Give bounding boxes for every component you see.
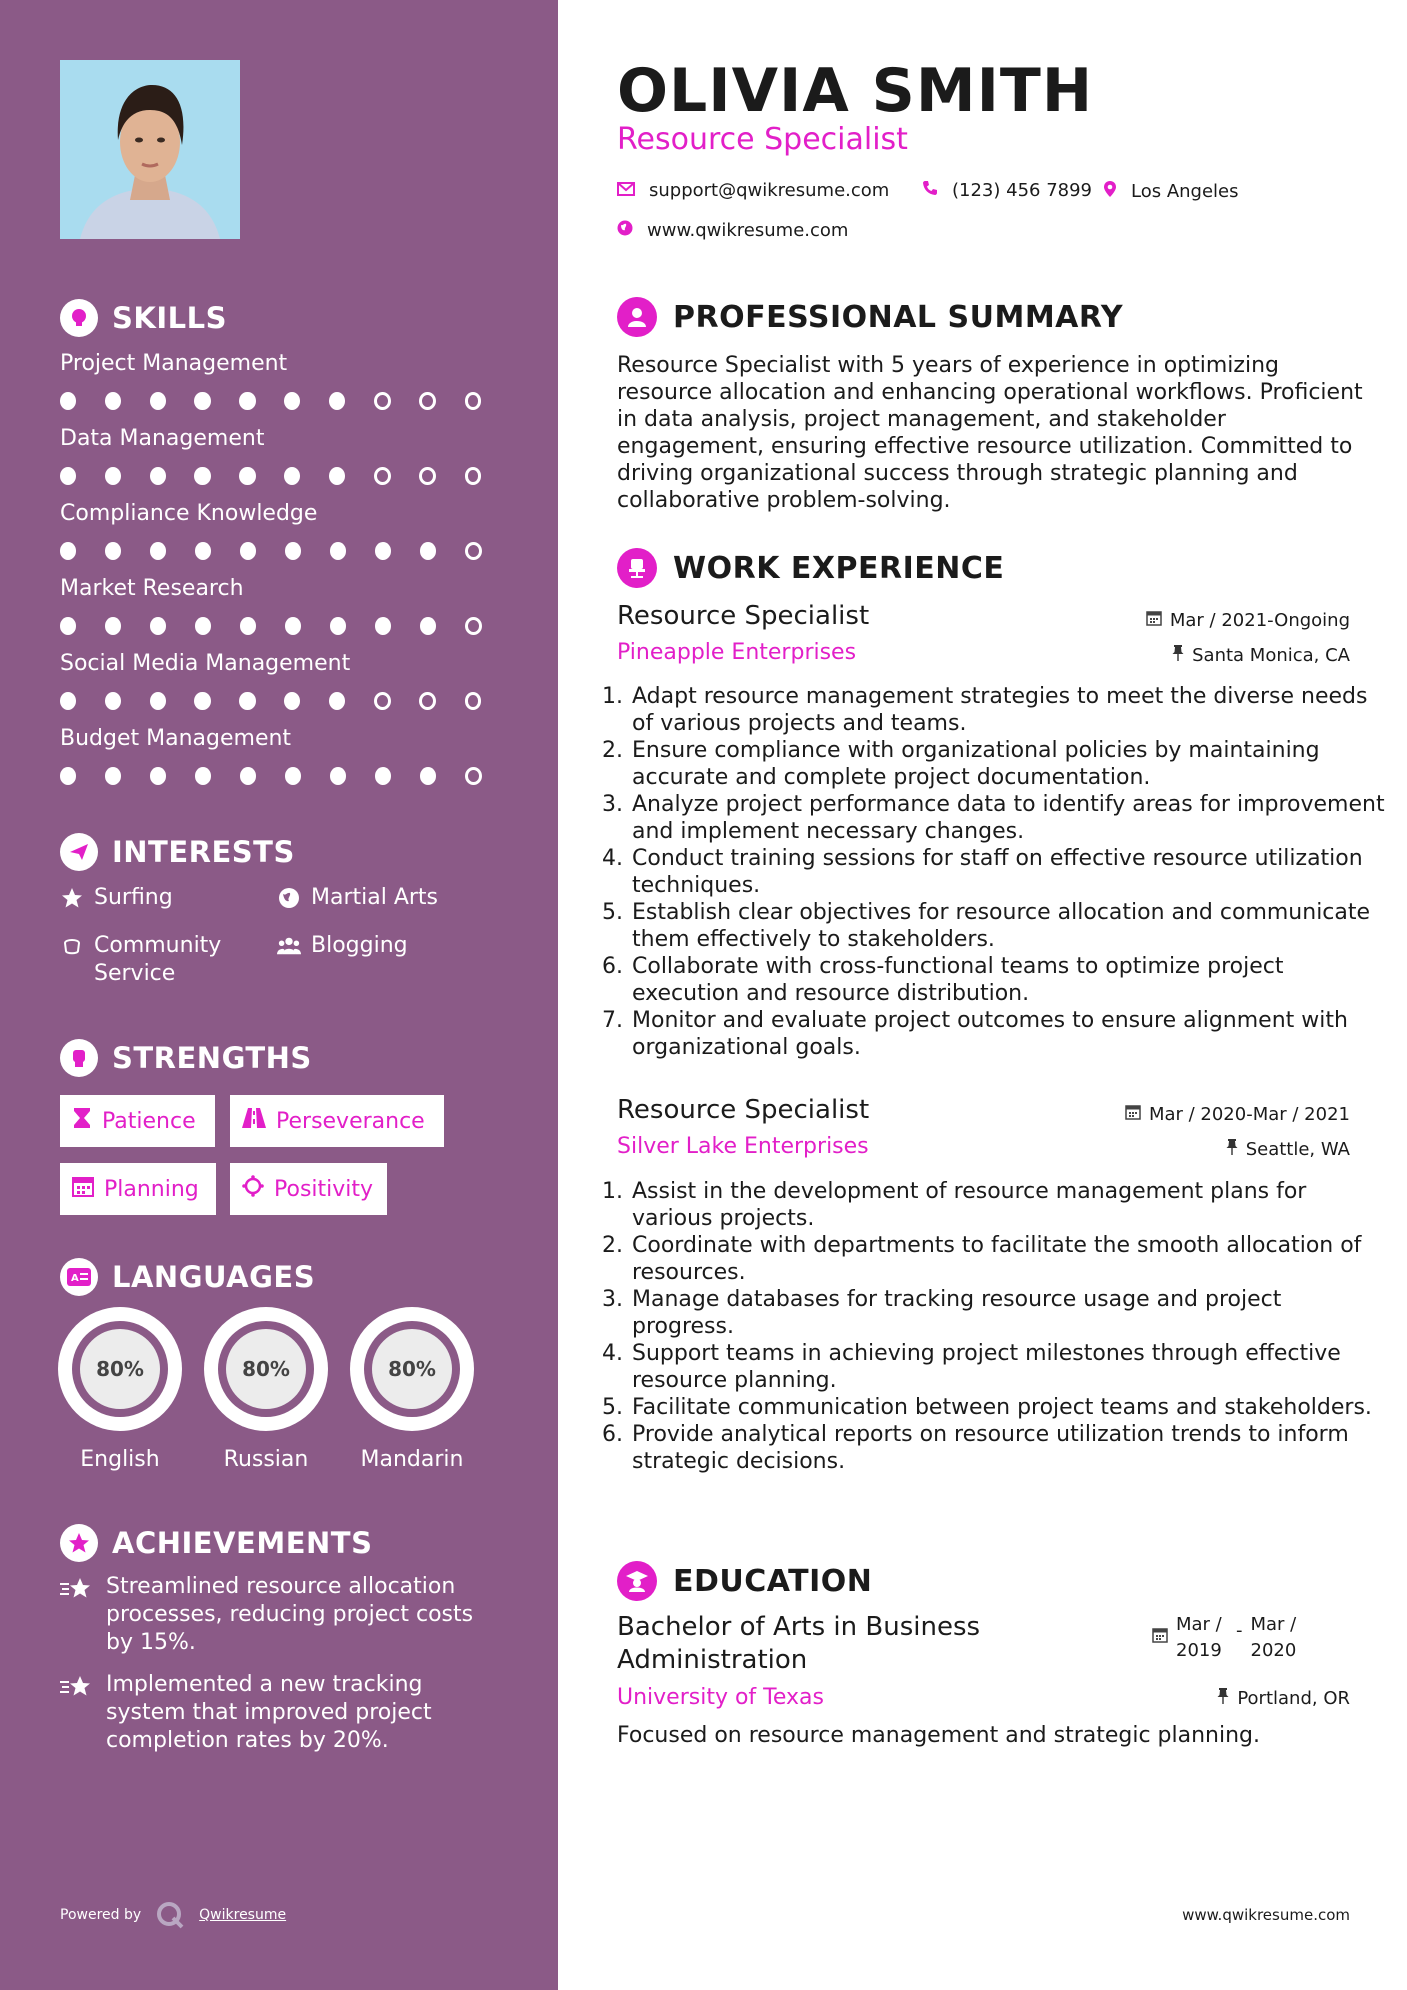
strength-label: Positivity bbox=[274, 1176, 374, 1202]
language-percent: 80% bbox=[372, 1329, 452, 1409]
skill-item bbox=[60, 650, 510, 710]
education-start: Mar / 2019 bbox=[1176, 1614, 1222, 1661]
rating-dot-filled bbox=[285, 617, 301, 635]
language-ring bbox=[204, 1307, 328, 1431]
skill-name: Budget Management bbox=[60, 726, 292, 751]
job-location bbox=[1226, 1139, 1350, 1160]
job-dates bbox=[1146, 610, 1350, 631]
rating-dot-empty bbox=[419, 467, 436, 485]
star-badge-icon bbox=[60, 1524, 98, 1562]
qwikresume-logo-icon bbox=[155, 1900, 185, 1930]
rating-dot-empty bbox=[374, 692, 391, 710]
language-name: Russian bbox=[223, 1447, 309, 1472]
contact-website bbox=[617, 220, 848, 241]
qwikresume-link[interactable]: Qwikresume bbox=[199, 1907, 287, 1923]
education-end: Mar / 2020 bbox=[1250, 1614, 1297, 1661]
rating-dot-empty bbox=[465, 617, 482, 635]
languages-heading bbox=[60, 1258, 315, 1296]
skill-item bbox=[60, 500, 510, 560]
skill-rating bbox=[60, 467, 510, 485]
rating-dot-filled bbox=[105, 467, 121, 485]
duty-item: 4. Support teams in achieving project milestones through effective resource planning. bbox=[630, 1340, 1390, 1394]
interests-title: INTERESTS bbox=[112, 835, 295, 869]
experience-title: WORK EXPERIENCE bbox=[673, 550, 1005, 586]
interest-label: Surfing bbox=[94, 885, 173, 910]
education-location bbox=[1217, 1688, 1350, 1709]
duty-item: 2. Ensure compliance with organizational policies by maintaining accurate and complete project documentation. bbox=[630, 737, 1390, 791]
road-icon bbox=[242, 1108, 266, 1134]
rating-dot-filled bbox=[240, 617, 256, 635]
duty-item: 6. Collaborate with cross-functional teams to optimize project execution and resource distribution. bbox=[630, 953, 1390, 1007]
rating-dot-filled bbox=[105, 767, 121, 785]
job-dates-text: Mar / 2020-Mar / 2021 bbox=[1148, 1104, 1350, 1125]
rating-dot-empty bbox=[419, 692, 436, 710]
rating-dot-filled bbox=[105, 542, 121, 560]
education-dash: - bbox=[1236, 1620, 1243, 1641]
school-name: University of Texas bbox=[617, 1685, 824, 1710]
language-icon bbox=[60, 1258, 98, 1296]
skills-heading bbox=[60, 299, 227, 337]
rating-dot-filled bbox=[150, 767, 166, 785]
duties-list bbox=[596, 1178, 1390, 1475]
rating-dot-filled bbox=[285, 542, 301, 560]
website-text[interactable]: www.qwikresume.com bbox=[647, 220, 849, 241]
language-ring bbox=[58, 1307, 182, 1431]
footer-website[interactable]: www.qwikresume.com bbox=[1182, 1906, 1350, 1924]
rating-dot-filled bbox=[150, 692, 166, 710]
rating-dot-filled bbox=[329, 692, 345, 710]
skill-item bbox=[60, 725, 510, 785]
rating-dot-empty bbox=[465, 692, 482, 710]
powered-by bbox=[60, 1900, 286, 1930]
phone-icon bbox=[922, 180, 938, 201]
rating-dot-empty bbox=[465, 542, 482, 560]
education-description: Focused on resource management and strategic planning. bbox=[617, 1723, 1261, 1748]
rating-dot-empty bbox=[465, 467, 482, 485]
skill-name: Project Management bbox=[60, 351, 288, 376]
rating-dot-filled bbox=[330, 767, 346, 785]
duty-item: 5. Facilitate communication between project teams and stakeholders. bbox=[630, 1394, 1390, 1421]
pushpin-icon bbox=[1172, 645, 1184, 666]
skill-rating bbox=[60, 542, 510, 560]
job-dates-text: Mar / 2021-Ongoing bbox=[1169, 610, 1350, 631]
rating-dot-filled bbox=[194, 392, 210, 410]
rating-dot-filled bbox=[195, 767, 211, 785]
rating-dot-filled bbox=[284, 692, 300, 710]
company-name: Silver Lake Enterprises bbox=[617, 1134, 869, 1159]
shooting-star-icon bbox=[60, 1671, 94, 1755]
language-percent: 80% bbox=[226, 1329, 306, 1409]
globe-icon bbox=[277, 884, 301, 912]
skill-name: Compliance Knowledge bbox=[60, 501, 318, 526]
graduate-icon bbox=[617, 1561, 657, 1601]
rating-dot-empty bbox=[419, 392, 436, 410]
interest-item bbox=[60, 932, 260, 988]
duties-list bbox=[596, 683, 1390, 1061]
rating-dot-filled bbox=[239, 392, 255, 410]
rating-dot-filled bbox=[420, 767, 436, 785]
language-name: Mandarin bbox=[360, 1447, 464, 1472]
duty-item: 3. Manage databases for tracking resource usage and project progress. bbox=[630, 1286, 1390, 1340]
rating-dot-filled bbox=[420, 542, 436, 560]
contact-email bbox=[617, 180, 889, 201]
rating-dot-filled bbox=[240, 542, 256, 560]
experience-heading bbox=[617, 548, 1004, 588]
duty-item: 1. Assist in the development of resource management plans for various projects. bbox=[630, 1178, 1390, 1232]
rating-dot-filled bbox=[150, 542, 166, 560]
achievements-title: ACHIEVEMENTS bbox=[112, 1526, 373, 1560]
language-item bbox=[204, 1307, 328, 1472]
rating-dot-filled bbox=[195, 542, 211, 560]
achievement-item bbox=[60, 1573, 500, 1657]
interest-item bbox=[277, 884, 438, 912]
star-icon bbox=[60, 884, 84, 912]
rating-dot-empty bbox=[374, 392, 391, 410]
achievements-heading bbox=[60, 1524, 372, 1562]
rating-dot-filled bbox=[284, 392, 300, 410]
language-percent: 80% bbox=[80, 1329, 160, 1409]
job-location-text: Seattle, WA bbox=[1245, 1139, 1350, 1160]
skill-rating bbox=[60, 767, 510, 785]
rating-dot-filled bbox=[60, 542, 76, 560]
rating-dot-filled bbox=[105, 617, 121, 635]
company-name: Pineapple Enterprises bbox=[617, 640, 857, 665]
skill-rating bbox=[60, 392, 510, 410]
calendar-icon bbox=[1152, 1612, 1168, 1651]
profile-photo bbox=[60, 60, 240, 239]
job-title: Resource Specialist bbox=[617, 1095, 870, 1125]
rating-dot-filled bbox=[150, 467, 166, 485]
hand-icon bbox=[60, 932, 84, 960]
strength-badge bbox=[60, 1095, 215, 1147]
duty-item: 1. Adapt resource management strategies to meet the diverse needs of various projects and teams. bbox=[630, 683, 1390, 737]
job-location bbox=[1172, 645, 1350, 666]
rating-dot-filled bbox=[375, 617, 391, 635]
hourglass-icon bbox=[72, 1107, 92, 1135]
strength-badge bbox=[60, 1163, 216, 1215]
language-name: English bbox=[80, 1447, 160, 1472]
pushpin-icon bbox=[1217, 1688, 1229, 1709]
skill-rating bbox=[60, 692, 510, 710]
rating-dot-filled bbox=[239, 467, 255, 485]
summary-text: Resource Specialist with 5 years of experience in optimizing resource allocation and enhancing operational workflows. Proficient in data analysis, project management, and stakeholder engagement, ensuring effective resource utilization. Committed to driving organizational success through strategic planning and collaborative problem-solving. bbox=[617, 353, 1363, 513]
skill-item bbox=[60, 575, 510, 635]
summary-heading bbox=[617, 297, 1123, 337]
location-text: Los Angeles bbox=[1131, 181, 1239, 202]
users-icon bbox=[277, 932, 301, 960]
strength-badge bbox=[230, 1163, 387, 1215]
rating-dot-filled bbox=[240, 767, 256, 785]
map-pin-icon bbox=[1103, 180, 1117, 203]
phone-text: (123) 456 7899 bbox=[952, 180, 1093, 201]
achievement-text: Streamlined resource allocation processes, reducing project costs by 15%. bbox=[106, 1574, 474, 1655]
job-location-text: Santa Monica, CA bbox=[1192, 645, 1350, 666]
duty-item: 2. Coordinate with departments to facilitate the smooth allocation of resources. bbox=[630, 1232, 1390, 1286]
strength-label: Planning bbox=[104, 1176, 199, 1202]
interests-heading bbox=[60, 833, 295, 871]
globe-icon bbox=[617, 220, 633, 241]
pushpin-icon bbox=[1226, 1139, 1238, 1160]
achievement-text: Implemented a new tracking system that improved project completion rates by 20%. bbox=[106, 1672, 432, 1753]
rating-dot-filled bbox=[194, 692, 210, 710]
duty-item: 6. Provide analytical reports on resource utilization trends to inform strategic decisions. bbox=[630, 1421, 1390, 1475]
education-title: EDUCATION bbox=[673, 1563, 873, 1599]
skill-name: Data Management bbox=[60, 426, 265, 451]
strength-label: Perseverance bbox=[276, 1108, 425, 1134]
contact-phone bbox=[922, 180, 1092, 201]
shooting-star-icon bbox=[60, 1573, 94, 1657]
language-item bbox=[58, 1307, 182, 1472]
languages-title: LANGUAGES bbox=[112, 1260, 316, 1294]
duty-item: 4. Conduct training sessions for staff on effective resource utilization techniques. bbox=[630, 845, 1390, 899]
paper-plane-icon bbox=[60, 833, 98, 871]
calendar-icon bbox=[1125, 1104, 1141, 1125]
strengths-heading bbox=[60, 1039, 312, 1077]
rating-dot-filled bbox=[150, 617, 166, 635]
rating-dot-filled bbox=[375, 767, 391, 785]
interest-label: Community Service bbox=[94, 933, 222, 986]
strengths-title: STRENGTHS bbox=[112, 1041, 312, 1075]
rating-dot-filled bbox=[150, 392, 166, 410]
interest-label: Blogging bbox=[311, 933, 408, 958]
duty-item: 7. Monitor and evaluate project outcomes to ensure alignment with organizational goals. bbox=[630, 1007, 1390, 1061]
svg-text:A: A bbox=[71, 1273, 79, 1284]
strength-badge bbox=[230, 1095, 444, 1147]
main-content bbox=[558, 0, 1407, 1990]
education-location-text: Portland, OR bbox=[1237, 1688, 1350, 1709]
rating-dot-filled bbox=[239, 692, 255, 710]
rating-dot-empty bbox=[465, 767, 482, 785]
interest-label: Martial Arts bbox=[311, 885, 439, 910]
rating-dot-filled bbox=[60, 467, 76, 485]
language-item bbox=[350, 1307, 474, 1472]
interest-item bbox=[277, 932, 408, 960]
summary-title: PROFESSIONAL SUMMARY bbox=[673, 299, 1124, 335]
rating-dot-filled bbox=[375, 542, 391, 560]
chair-icon bbox=[617, 548, 657, 588]
rating-dot-filled bbox=[329, 392, 345, 410]
job-title: Resource Specialist bbox=[617, 601, 870, 631]
skill-name: Market Research bbox=[60, 576, 244, 601]
skill-name: Social Media Management bbox=[60, 651, 351, 676]
calendar-icon bbox=[1146, 610, 1162, 631]
achievement-item bbox=[60, 1671, 500, 1755]
envelope-icon bbox=[617, 180, 635, 201]
fist-icon bbox=[60, 1039, 98, 1077]
candidate-role: Resource Specialist bbox=[617, 122, 908, 157]
language-ring bbox=[350, 1307, 474, 1431]
user-icon bbox=[617, 297, 657, 337]
rating-dot-filled bbox=[285, 767, 301, 785]
rating-dot-filled bbox=[60, 692, 76, 710]
sidebar bbox=[0, 0, 558, 1990]
duty-item: 5. Establish clear objectives for resource allocation and communicate them effectively to stakeholders. bbox=[630, 899, 1390, 953]
skill-rating bbox=[60, 617, 510, 635]
skill-item bbox=[60, 425, 510, 485]
rating-dot-filled bbox=[330, 617, 346, 635]
email-text[interactable]: support@qwikresume.com bbox=[649, 180, 890, 201]
strength-label: Patience bbox=[102, 1108, 196, 1134]
rating-dot-filled bbox=[195, 617, 211, 635]
duty-item: 3. Analyze project performance data to identify areas for improvement and implement necessary changes. bbox=[630, 791, 1390, 845]
rating-dot-empty bbox=[374, 467, 391, 485]
job-dates bbox=[1125, 1104, 1350, 1125]
education-heading bbox=[617, 1561, 872, 1601]
rating-dot-filled bbox=[329, 467, 345, 485]
rating-dot-filled bbox=[194, 467, 210, 485]
rating-dot-filled bbox=[420, 617, 436, 635]
degree-title: Bachelor of Arts in Business Administration bbox=[617, 1612, 981, 1675]
rating-dot-filled bbox=[330, 542, 346, 560]
skills-title: SKILLS bbox=[112, 301, 227, 335]
rating-dot-filled bbox=[284, 467, 300, 485]
skill-item bbox=[60, 350, 510, 410]
rating-dot-empty bbox=[465, 392, 482, 410]
candidate-name: OLIVIA SMITH bbox=[617, 56, 1094, 126]
rating-dot-filled bbox=[60, 617, 76, 635]
contact-location bbox=[1103, 180, 1239, 203]
powered-by-label: Powered by bbox=[60, 1907, 142, 1923]
interest-item bbox=[60, 884, 173, 912]
rating-dot-filled bbox=[60, 767, 76, 785]
lightbulb-icon bbox=[60, 299, 98, 337]
calendar-icon bbox=[72, 1175, 94, 1203]
education-dates bbox=[1152, 1612, 1303, 1664]
rating-dot-filled bbox=[105, 392, 121, 410]
rating-dot-filled bbox=[105, 692, 121, 710]
sun-icon bbox=[242, 1175, 264, 1203]
rating-dot-filled bbox=[60, 392, 76, 410]
